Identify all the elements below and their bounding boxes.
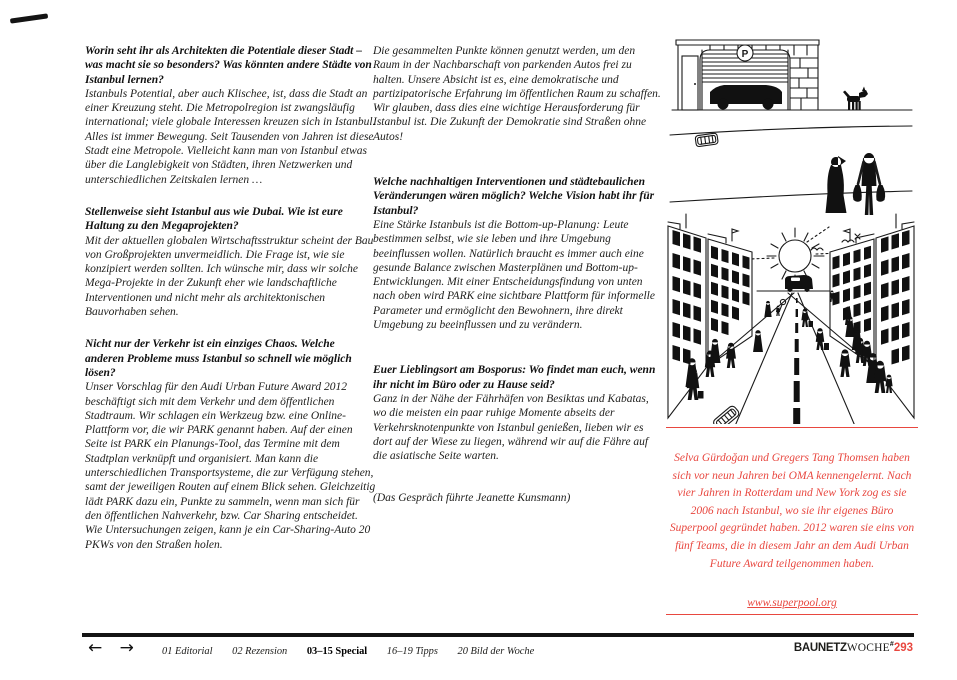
qa-block-potentiale [85,44,376,187]
answer-interventionen: Eine Stärke Istanbuls ist die Bottom-up-Planung: Leute bestimmen selbst, wie sie leben und ihre Umgebung beeinflussen wollen. Natürlich braucht es immer auch eine gesunde Balance zwischen Masterplänen und Bottom-up-Entwicklungen. Mit einer Entscheidungsfindung von unten nach oben wird PARK eine sichtbare Plattform für informelle Parameter und ermöglicht den Bewohnern, ihre direkt Umgebung zu beeinflussen und zu verändern. [373,218,655,332]
prev-page-arrow-icon[interactable]: ← [88,638,105,658]
dog-silhouette [843,87,868,111]
qa-block-lieblingsort [373,363,664,463]
magazine-brand [794,641,913,654]
text-column-1 [85,44,376,570]
brand-hash: # [889,641,894,648]
brand-issue-number: 293 [893,641,913,654]
answer-verkehr: Unser Vorschlag für den Audi Urban Future Award 2012 beschäftigt sich mit dem Verkehr und dem öffentlichen Stadtraum. Wir schlagen ein Werkzeug bzw. eine Online-Plattform vor, die wir PARK genannt haben. Auf der einen Seite ist PARK ein Planungs-Tool, das Termine mit dem Stadtplan verknüpft und organisiert. Man kann die unterschiedlichen Transportsysteme, die zur Verfügung stehen, samt der jeweiligen Routen auf einem Blick sehen. Gleichzeitig lädt PARK dazu ein, Punkte zu sammeln, wenn man sich für den öffentlichen Nahverkehr, bzw. Car Sharing entscheidet. Wie Untersuchungen zeigen, kann je ein Car-Sharing-Auto 20 PKWs von den Straßen holen. [85,381,376,551]
road-center-dashes [793,298,800,424]
svg-text:P: P [741,49,749,60]
minibus [785,275,813,292]
text-column-2 [373,44,664,506]
drain-grate-street [712,405,740,424]
question-potentiale: Worin seht ihr als Architekten die Potentiale dieser Stadt – was macht sie so besonders? Was könnten andere Städte von Istanbul lernen? [85,45,372,86]
qa-block-megaprojekte [85,205,376,319]
road-band-line-1 [670,126,912,135]
footer-navigation [162,646,551,657]
street-scene [668,214,914,424]
parking-sign [737,45,753,61]
footer-divider [82,633,914,637]
walking-couple [826,153,886,215]
interview-credit: (Das Gespräch führte Jeanette Kunsmann) [373,492,571,505]
page-corner-mark [10,13,48,23]
question-lieblingsort: Euer Lieblingsort am Bosporus: Wo findet man euch, wenn ihr nicht im Büro oder zu Hause seid? [373,364,656,391]
author-bio-box [666,427,918,615]
nav-item-tipps[interactable]: 16–19 Tipps [386,646,438,657]
question-interventionen: Welche nachhaltigen Interventionen und städtebaulichen Veränderungen wären möglich? Welche Vision habt ihr für Istanbul? [373,176,655,217]
nav-item-editorial[interactable]: 01 Editorial [162,646,213,657]
answer-lieblingsort: Ganz in der Nähe der Fährhäfen von Besiktas und Kabatas, wo die meisten ein paar ruhige Momente abseits der Verkehrsknotenpunkte von Istanbul genießen, lieben wir es dort auf der Wiese zu liegen, während wir auf die Fähre auf die asiatische Seite warten. [373,392,649,463]
brand-woche: WOCHE [846,641,890,654]
question-megaprojekte: Stellenweise sieht Istanbul aus wie Dubai. Wie ist eure Haltung zu den Megaprojekten? [85,205,343,233]
pagination-arrows [88,638,144,658]
road-band-line-2 [670,191,912,202]
garage-building [672,40,912,110]
garage-side-door [682,56,698,110]
drain-grate-top [695,133,718,147]
street-illustration [666,30,916,424]
answer-potentiale: Istanbuls Potential, aber auch Klischee, ist, dass die Stadt an einer Kreuzung steht. Die Metropolregion ist zwangsläufig international; viele globale Interessen kreuzen sich in Istanbul. Alles ist immer Bewegung. Seit Tausenden von Jahren ist diese Stadt eine Metropole. Vielleicht kann man von Istanbul etwas über die Langlebigkeit von Städten, ihren Netzwerken und unterschiedlichen Zeitskalen lernen … [85,87,376,186]
superpool-link[interactable]: www.superpool.org [747,597,837,610]
qa-block-interventionen [373,175,664,332]
qa-block-verkehr [85,337,376,551]
question-verkehr: Nicht nur der Verkehr ist ein einziges Chaos. Welche anderen Probleme muss Istanbul so schnell wie möglich lösen? [85,338,352,379]
nav-item-bild-der-woche[interactable]: 20 Bild der Woche [457,646,535,657]
answer-megaprojekte: Mit der aktuellen globalen Wirtschaftsstruktur scheint der Bau von Großprojekten unvermeidlich. Die Frage ist, wie sie konzipiert werden sollten. Ich wünsche mir, dass wir solche Mega-Projekte in der Zukunft eher wie landschaftliche Interventionen und nicht mehr als architektonischen Bauvorhaben sehen. [85,234,374,319]
brand-baunetz: BAUNETZ [793,641,847,654]
paragraph-punkte: Die gesammelten Punkte können genutzt werden, um den Raum in der Nachbarschaft von parkenden Autos frei zu halten. Unsere Absicht ist es, eine demokratische und partizipatorische Erfahrung im öffentlichen Raum zu schaffen. Wir glauben, dass dies eine wichtige Herausforderung für Istanbul ist. Die Zukunft der Demokratie sind Straßen ohne Autos! [373,45,661,143]
author-bio-text: Selva Gürdoğan und Gregers Tang Thomsen haben sich vor neun Jahren bei OMA kennengelernt. Nach vier Jahren in Rotterdam und New York zog es sie 2006 nach Istanbul, wo sie ihr eigenes Büro Superpool gegründet haben. 2012 waren sie eins von fünf Teams, die in diesem Jahr an dem Audi Urban Future Award teilgenommen haben. [669,452,915,570]
nav-item-rezension[interactable]: 02 Rezension [232,646,288,657]
nav-item-special[interactable]: 03–15 Special [306,646,368,657]
next-page-arrow-icon[interactable]: → [119,638,136,658]
